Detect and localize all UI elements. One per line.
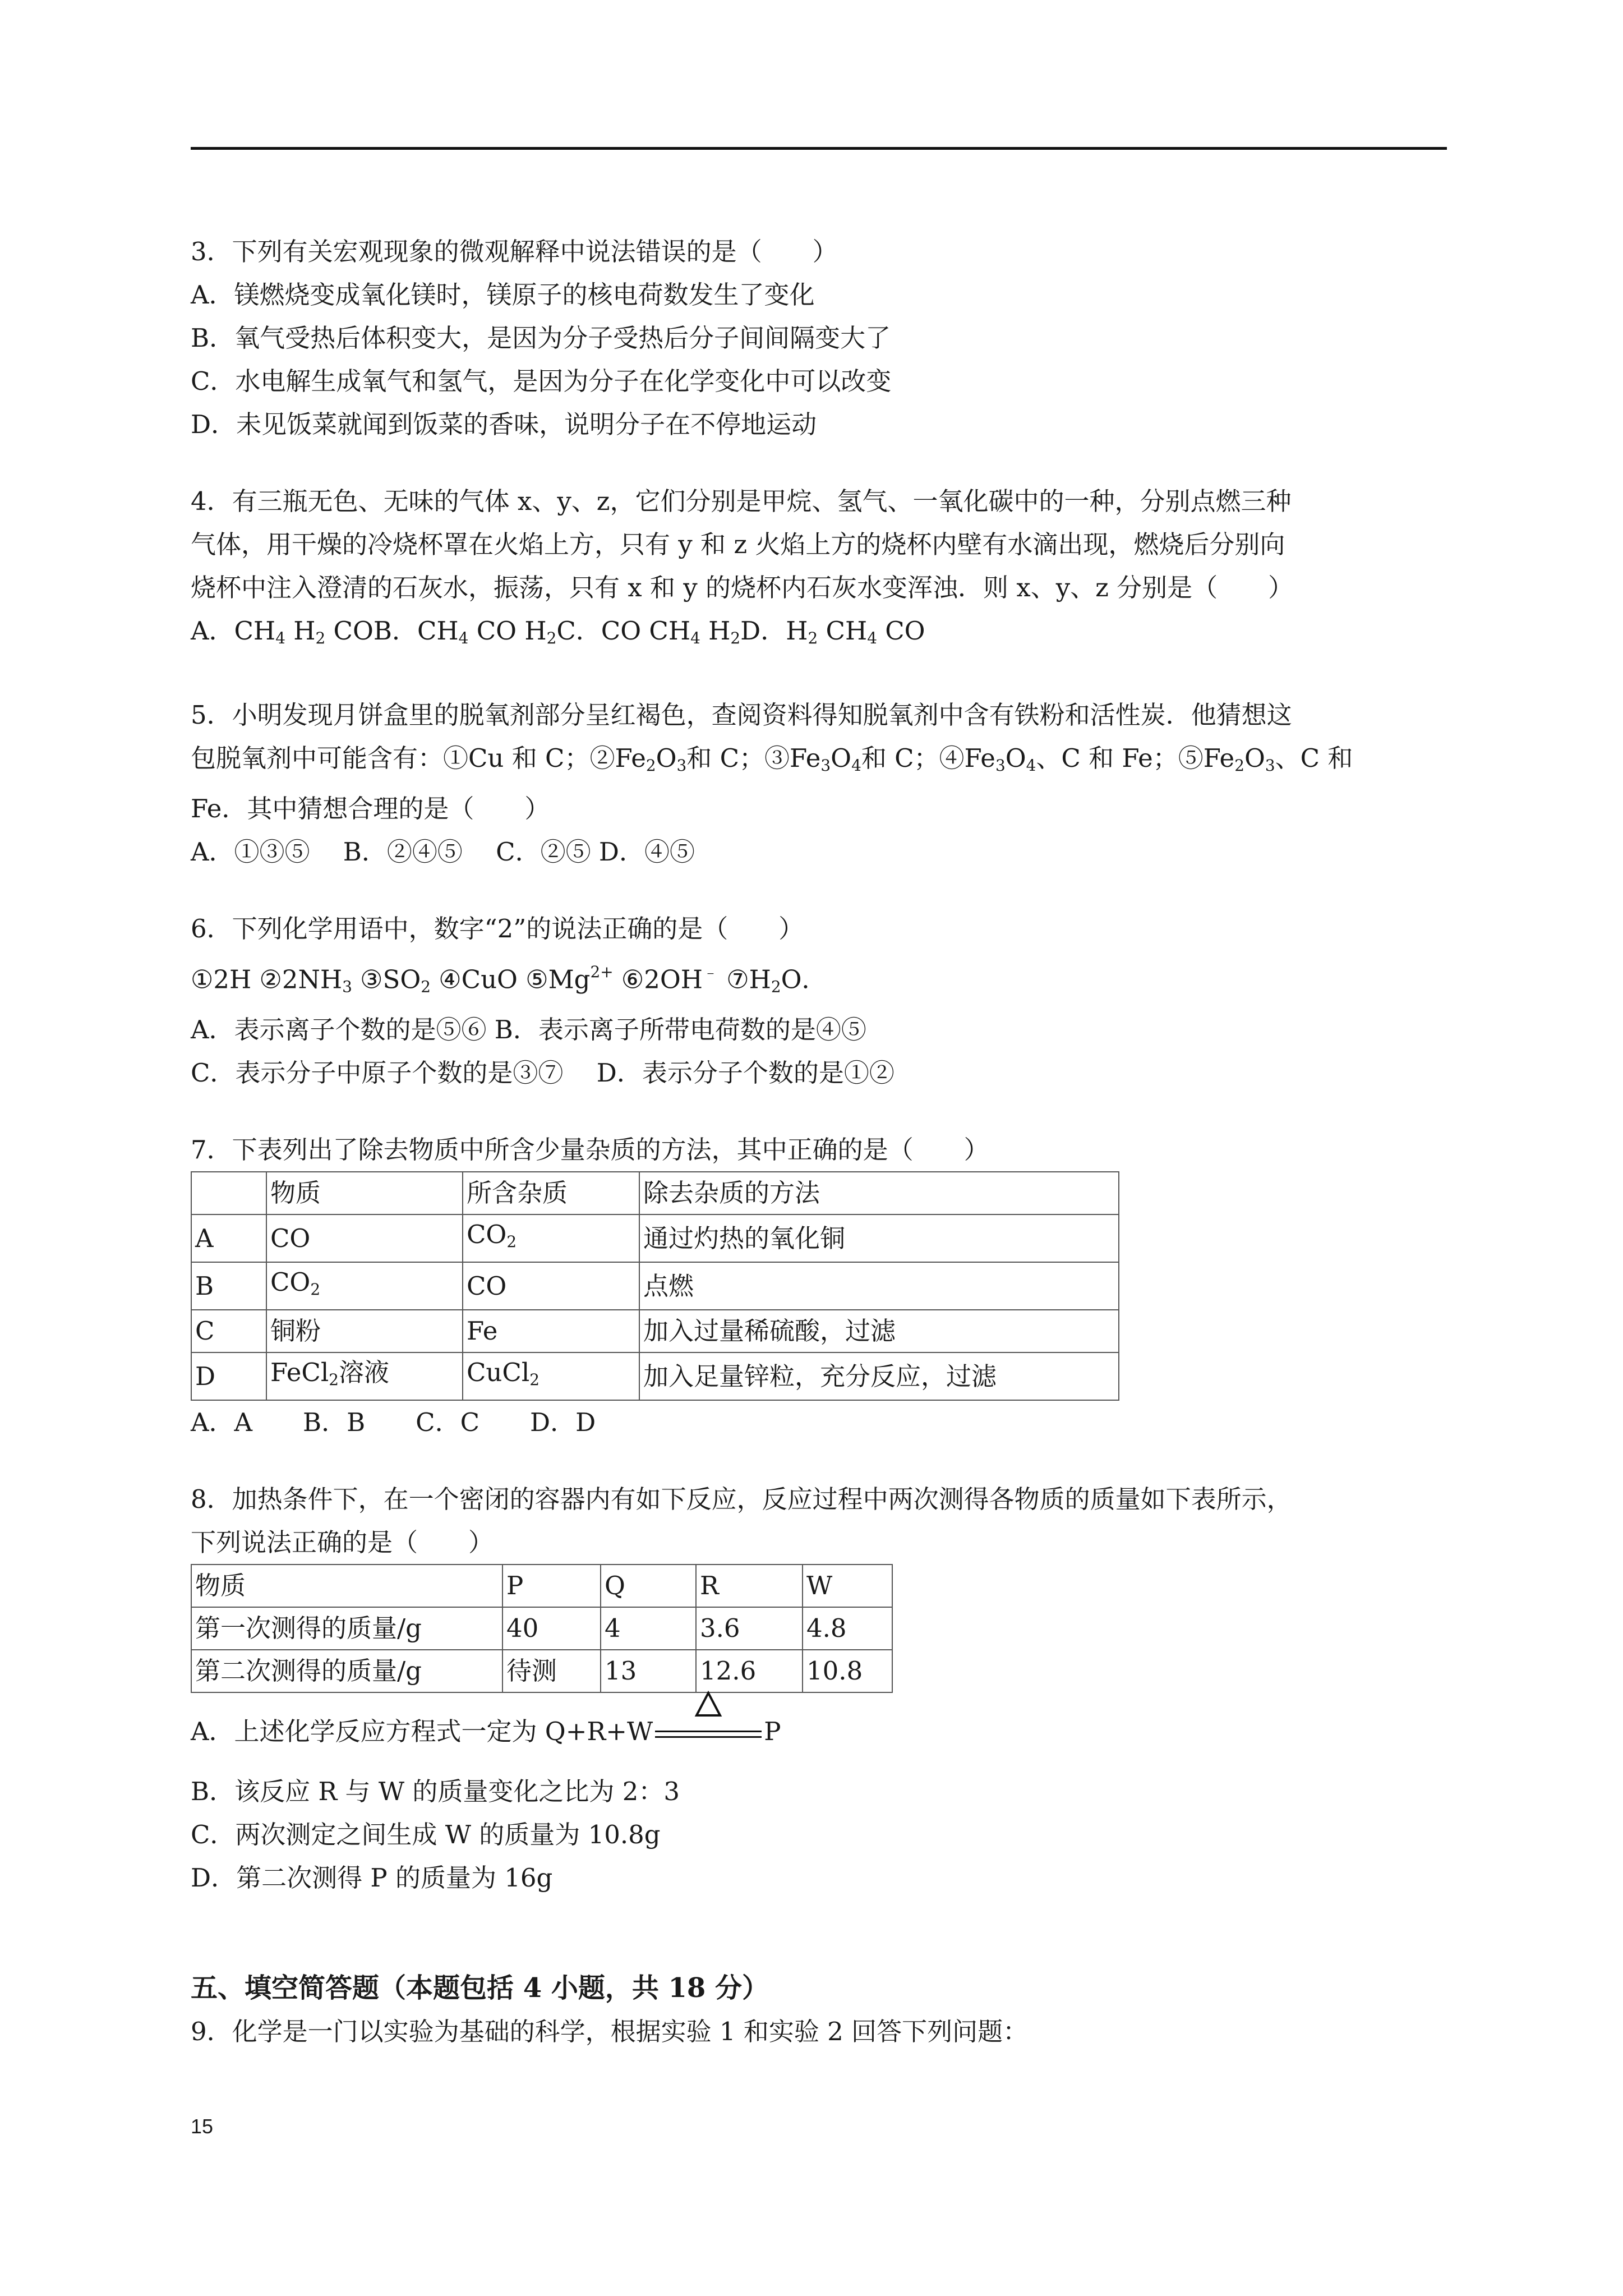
table-row — [191, 1352, 1119, 1400]
table-cell: D — [191, 1352, 266, 1400]
table-header-cell: 除去杂质的方法 — [639, 1172, 1119, 1214]
table-cell: 40 — [502, 1607, 601, 1650]
table-header-cell: Q — [601, 1565, 696, 1607]
table-header-row — [191, 1565, 892, 1607]
table-header-row — [191, 1172, 1119, 1214]
question-stem-line: 4．有三瓶无色、无味的气体 x、y、z，它们分别是甲烷、氢气、一氧化碳中的一种，分别点燃三种 — [191, 486, 1292, 516]
question-8 — [191, 1478, 1458, 1899]
table-header-cell: 物质 — [191, 1565, 502, 1607]
page-content — [191, 230, 1458, 2053]
table-row — [191, 1650, 892, 1692]
option-d: D．第二次测得 P 的质量为 16g — [191, 1863, 553, 1893]
page-number: 15 — [191, 2115, 214, 2138]
table-cell: 第二次测得的质量/g — [191, 1650, 502, 1692]
question-stem-line: Fe．其中猜想合理的是（ ） — [191, 793, 550, 823]
table-header-cell: 物质 — [266, 1172, 463, 1214]
table-row — [191, 1262, 1119, 1310]
question-5 — [191, 693, 1458, 873]
table-cell: 4.8 — [803, 1607, 892, 1650]
question-9-stem: 9．化学是一门以实验为基础的科学，根据实验 1 和实验 2 回答下列问题： — [191, 2017, 1029, 2047]
option-a: A．上述化学反应方程式一定为 Q+R+W P — [191, 1710, 1458, 1753]
table-cell: 加入过量稀硫酸，过滤 — [639, 1310, 1119, 1352]
table-cell: $CO_2$ — [463, 1214, 639, 1262]
table-row — [191, 1310, 1119, 1352]
question-6 — [191, 907, 1458, 1094]
question-7 — [191, 1128, 1458, 1444]
table-cell: FeCl$_2$溶液 — [266, 1352, 463, 1400]
question-stem-line: 8．加热条件下，在一个密闭的容器内有如下反应，反应过程中两次测得各物质的质量如下表所示， — [191, 1484, 1292, 1515]
table-cell: 铜粉 — [266, 1310, 463, 1352]
question-stem-line: 下列说法正确的是（ ） — [191, 1527, 494, 1558]
question-stem: 7．下表列出了除去物质中所含少量杂质的方法，其中正确的是（ ） — [191, 1135, 989, 1165]
question-3 — [191, 230, 1458, 446]
table-header-cell — [191, 1172, 266, 1214]
option-c: C．两次测定之间生成 W 的质量为 10.8g — [191, 1820, 661, 1850]
table-header-cell: W — [803, 1565, 892, 1607]
table-cell: B — [191, 1262, 266, 1310]
question-stem-line: 5．小明发现月饼盒里的脱氧剂部分呈红褐色，查阅资料得知脱氧剂中含有铁粉和活性炭．他猜想这 — [191, 700, 1292, 730]
table-cell: CO — [463, 1262, 639, 1310]
heat-equals-sign — [655, 1723, 762, 1745]
table-cell: 12.6 — [696, 1650, 803, 1692]
question-stem: 3．下列有关宏观现象的微观解释中说法错误的是（ ） — [191, 237, 838, 266]
options-line: A．A B．B C．C D．D — [191, 1407, 596, 1438]
option-b: B．氧气受热后体积变大，是因为分子受热后分子间间隔变大了 — [191, 323, 891, 353]
table-header-cell: R — [696, 1565, 803, 1607]
section-title: 五、填空简答题（本题包括 4 小题，共 18 分） — [191, 1972, 769, 2004]
option-b: B．该反应 R 与 W 的质量变化之比为 2：3 — [191, 1777, 680, 1807]
table-cell: 第一次测得的质量/g — [191, 1607, 502, 1650]
table-cell: 13 — [601, 1650, 696, 1692]
table-cell: 4 — [601, 1607, 696, 1650]
table-cell: Fe — [463, 1310, 639, 1352]
question-stem: 6．下列化学用语中，数字“2”的说法正确的是（ ） — [191, 913, 804, 944]
options-line: A．表示离子个数的是⑤⑥ B．表示离子所带电荷数的是④⑤ — [191, 1015, 866, 1045]
mass-table — [191, 1564, 893, 1693]
options-line: C．表示分子中原子个数的是③⑦ D．表示分子个数的是①② — [191, 1058, 895, 1088]
table-cell: CO — [266, 1214, 463, 1262]
formula-list: ①2H $②2NH_3$ $③SO_2$ ④CuO $⑤Mg^{2+}$ ⑥2OH﹣ $⑦H_2O$． — [191, 962, 827, 996]
table-cell: 10.8 — [803, 1650, 892, 1692]
option-d: D．未见饭菜就闻到饭菜的香味，说明分子在不停地运动 — [191, 409, 817, 439]
table-header-cell: 所含杂质 — [463, 1172, 639, 1214]
table-header-cell: P — [502, 1565, 601, 1607]
question-4 — [191, 480, 1458, 660]
option-a: A．镁燃烧变成氧化镁时，镁原子的核电荷数发生了变化 — [191, 280, 815, 310]
options-line: A．$CH_4$ $H_2$ COB．$CH_4$ CO $H_2C$．CO $CH_4$ $H_2D$．$H_2$ $CH_4$ CO — [191, 616, 925, 647]
question-stem-line: 气体，用干燥的冷烧杯罩在火焰上方，只有 y 和 z 火焰上方的烧杯内壁有水滴出现，燃烧后分别向 — [191, 530, 1285, 559]
impurity-table — [191, 1171, 1119, 1401]
question-stem-line: 包脱氧剂中可能含有：①Cu 和 C；$②Fe_2O_3$和 C；$③Fe_3O_4$和 C；$④Fe_3O_4$、C 和 Fe；$⑤Fe_2O_3$、C 和 — [191, 743, 1353, 775]
table-cell: 待测 — [502, 1650, 601, 1692]
table-cell: CuCl$_2$ — [463, 1352, 639, 1400]
options-line: A．①③⑤ B．②④⑤ C．②⑤ D．④⑤ — [191, 836, 695, 867]
question-stem-line: 烧杯中注入澄清的石灰水，振荡，只有 x 和 y 的烧杯内石灰水变浑浊．则 x、y、z 分别是（ ） — [191, 573, 1294, 602]
table-cell: 加入足量锌粒，充分反应，过滤 — [639, 1352, 1119, 1400]
table-cell: 3.6 — [696, 1607, 803, 1650]
table-row — [191, 1214, 1119, 1262]
header-rule — [191, 147, 1447, 150]
table-cell: A — [191, 1214, 266, 1262]
option-c: C．水电解生成氧气和氢气，是因为分子在化学变化中可以改变 — [191, 366, 892, 396]
table-cell: C — [191, 1310, 266, 1352]
table-row — [191, 1607, 892, 1650]
table-cell: $CO_2$ — [266, 1262, 463, 1310]
table-cell: 点燃 — [639, 1262, 1119, 1310]
delta-heat-icon — [694, 1690, 722, 1718]
table-cell: 通过灼热的氧化铜 — [639, 1214, 1119, 1262]
